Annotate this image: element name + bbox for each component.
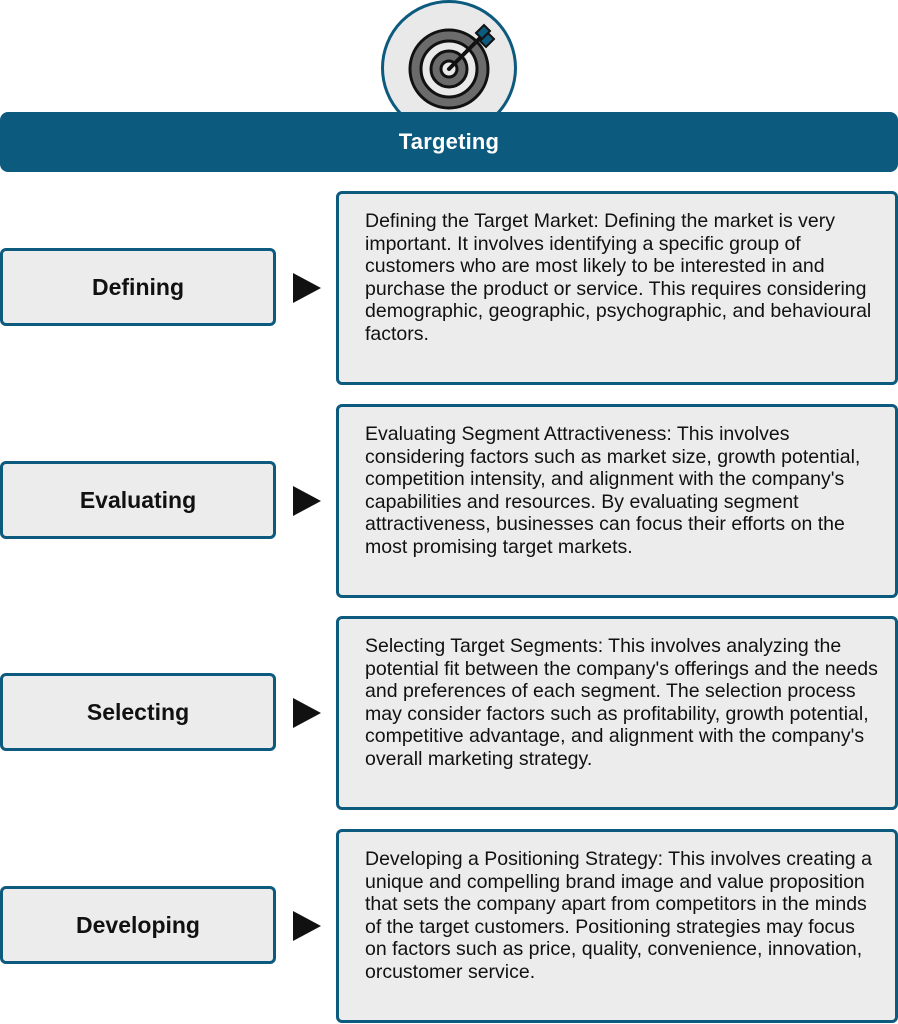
- step-row-defining: [0, 191, 898, 385]
- targeting-banner: [0, 112, 898, 172]
- arrow-right-icon: [293, 911, 321, 941]
- banner-title: Targeting: [398, 129, 500, 154]
- step-label-box: [0, 673, 276, 751]
- step-description: Developing a Positioning Strategy: This involves creating a unique and compelling brand image and value proposition that sets the company apart from competitors in the minds of the target customers. Positioning strategies may focus on factors such as price, quality, convenience, innovation, orcustomer service.: [365, 848, 872, 983]
- step-description: Defining the Target Market: Defining the market is very important. It involves identifying a specific group of customers who are most likely to be interested in and purchase the product or service. This requires considering demographic, geographic, psychographic, and behavioural factors.: [365, 210, 872, 345]
- step-row-evaluating: [0, 404, 898, 598]
- step-label: Developing: [76, 911, 200, 938]
- step-label-box: [0, 886, 276, 964]
- step-label-box: [0, 248, 276, 326]
- step-label: Defining: [92, 273, 184, 300]
- step-description: Evaluating Segment Attractiveness: This involves considering factors such as market size, growth potential, competition intensity, and alignment with the company's capabilities and resources. By evaluating segment attractiveness, businesses can focus their efforts on the most promising target markets.: [365, 423, 861, 558]
- step-description: Selecting Target Segments: This involves analyzing the potential fit between the company's offerings and the needs and preferences of each segment. The selection process may consider factors such as profitability, growth potential, competitive advantage, and alignment with the company's overall marketing strategy.: [365, 635, 878, 770]
- step-row-selecting: [0, 616, 898, 810]
- step-row-developing: [0, 829, 898, 1023]
- step-description-box: [336, 191, 898, 385]
- arrow-right-icon: [293, 698, 321, 728]
- step-description-box: [336, 404, 898, 598]
- step-description-box: [336, 829, 898, 1023]
- arrow-right-icon: [293, 486, 321, 516]
- step-label: Selecting: [86, 698, 190, 725]
- step-label: Evaluating: [79, 486, 197, 513]
- step-description-box: [336, 616, 898, 810]
- step-label-box: [0, 461, 276, 539]
- arrow-right-icon: [293, 273, 321, 303]
